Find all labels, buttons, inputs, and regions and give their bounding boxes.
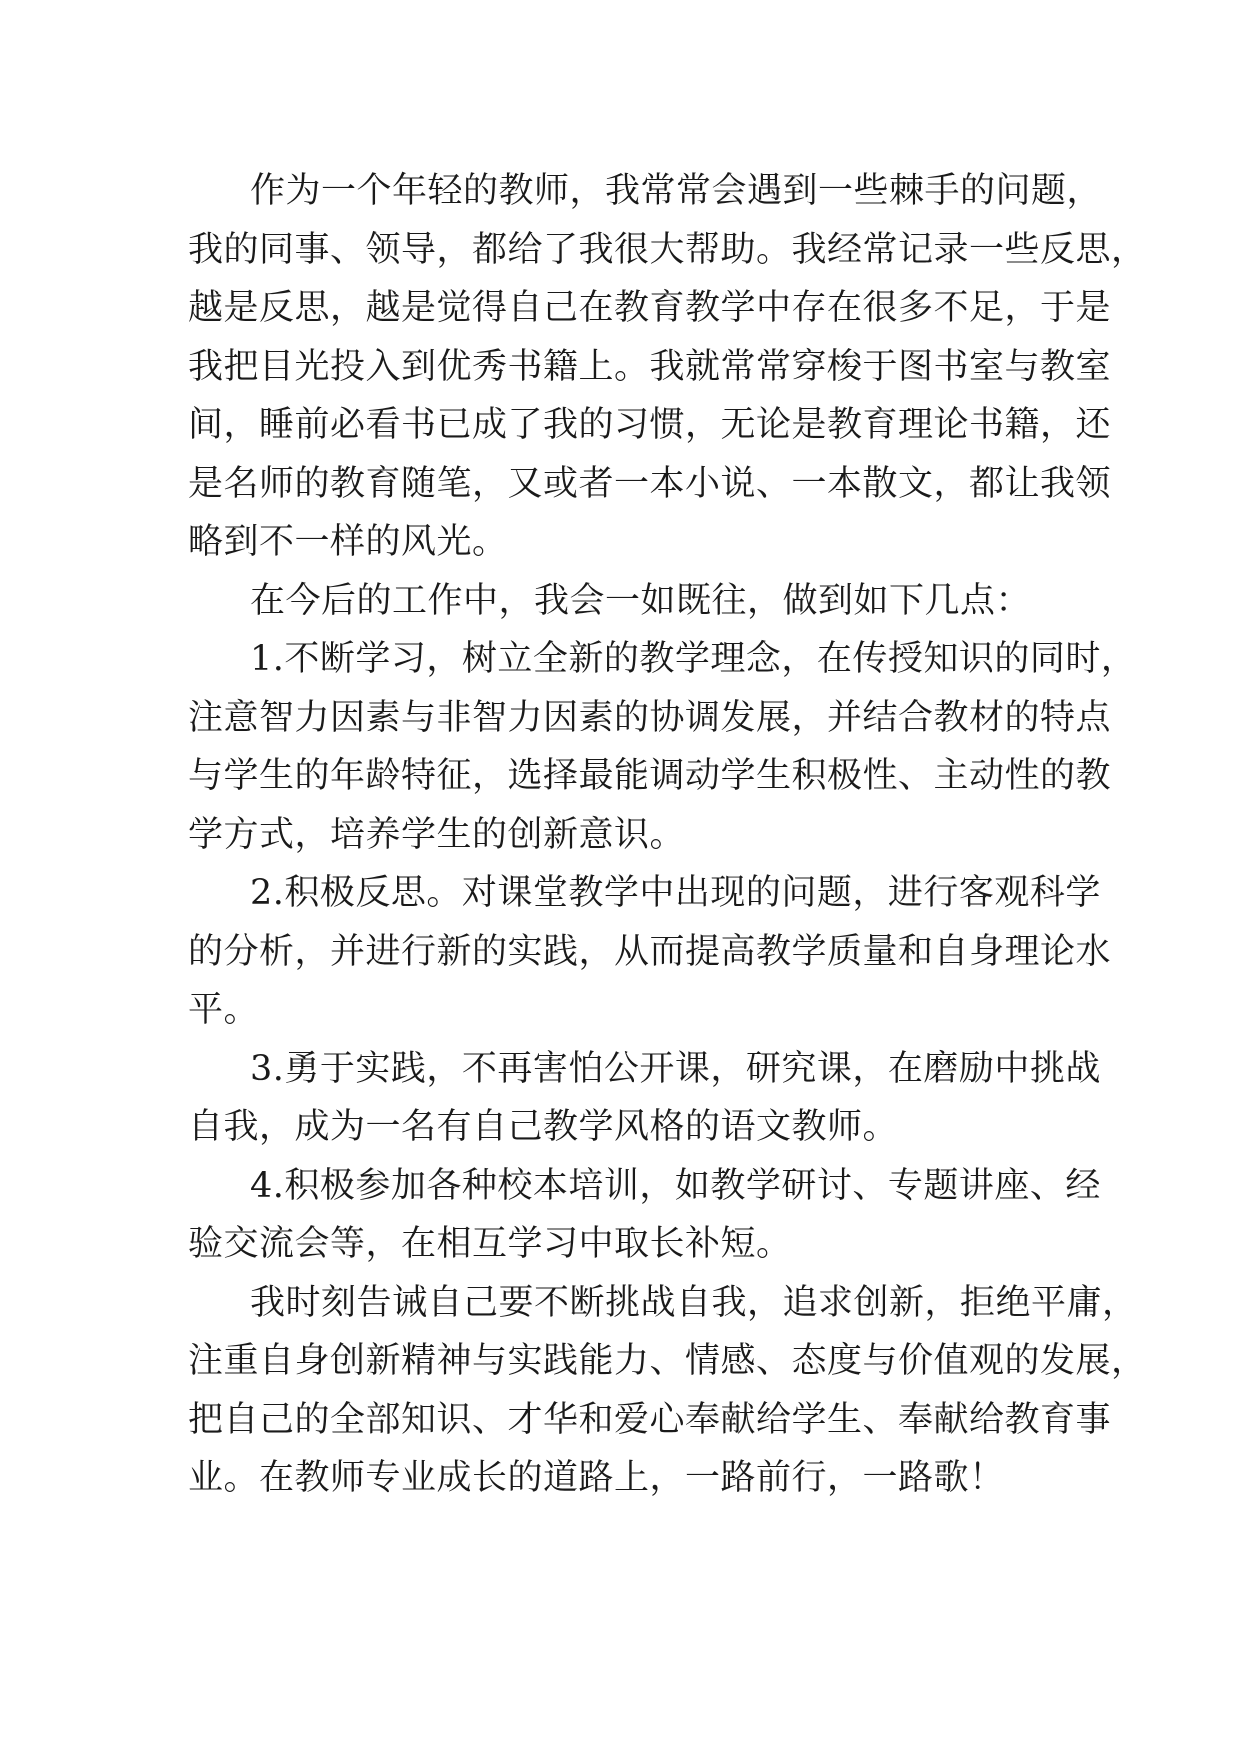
text-line: 注重自身创新精神与实践能力、情感、态度与价值观的发展， [188, 1341, 1147, 1381]
text-line: 验交流会等，在相互学习中取长补短。 [188, 1224, 792, 1264]
paragraph-point-1 [188, 630, 1137, 864]
text-line: 的分析，并进行新的实践，从而提高教学质量和自身理论水 [188, 931, 1112, 972]
text-line: 2.积极反思。对课堂教学中出现的问题，进行客观科学 [250, 873, 1101, 913]
text-line: 我的同事、领导，都给了我很大帮助。我经常记录一些反思， [188, 229, 1147, 270]
paragraph-reflection [188, 162, 1147, 572]
paragraph-point-2 [188, 864, 1112, 1040]
text-line: 自我，成为一名有自己教学风格的语文教师。 [188, 1107, 899, 1147]
text-line: 3.勇于实践，不再害怕公开课，研究课，在磨励中挑战 [250, 1048, 1101, 1089]
text-line: 把自己的全部知识、才华和爱心奉献给学生、奉献给教育事 [188, 1399, 1112, 1440]
text-line: 我时刻告诫自己要不断挑战自我，追求创新，拒绝平庸， [250, 1282, 1138, 1323]
text-line: 业。在教师专业成长的道路上，一路前行，一路歌！ [188, 1458, 1005, 1498]
text-line: 在今后的工作中，我会一如既往，做到如下几点： [250, 580, 1032, 621]
text-line: 与学生的年龄特征，选择最能调动学生积极性、主动性的教 [188, 756, 1112, 796]
text-line: 4.积极参加各种校本培训，如教学研讨、专题讲座、经 [250, 1165, 1101, 1206]
text-line: 是名师的教育随笔，又或者一本小说、一本散文，都让我领 [188, 463, 1112, 504]
text-line: 平。 [188, 990, 260, 1030]
text-line: 注意智力因素与非智力因素的协调发展，并结合教材的特点 [188, 697, 1112, 738]
text-line: 作为一个年轻的教师，我常常会遇到一些棘手的问题， [250, 171, 1103, 211]
paragraph-intro-points [188, 572, 1060, 631]
text-line: 越是反思，越是觉得自己在教育教学中存在很多不足，于是 [188, 288, 1112, 328]
document-body [188, 162, 1147, 1508]
text-line: 我把目光投入到优秀书籍上。我就常常穿梭于图书室与教室 [188, 346, 1112, 387]
text-line: 学方式，培养学生的创新意识。 [188, 814, 686, 855]
paragraph-point-4 [188, 1157, 1101, 1274]
paragraph-conclusion [188, 1274, 1147, 1508]
paragraph-point-3 [188, 1040, 1101, 1157]
text-line: 略到不一样的风光。 [188, 522, 508, 562]
text-line: 1.不断学习，树立全新的教学理念，在传授知识的同时， [250, 639, 1137, 679]
text-line: 间，睡前必看书已成了我的习惯，无论是教育理论书籍，还 [188, 405, 1112, 445]
